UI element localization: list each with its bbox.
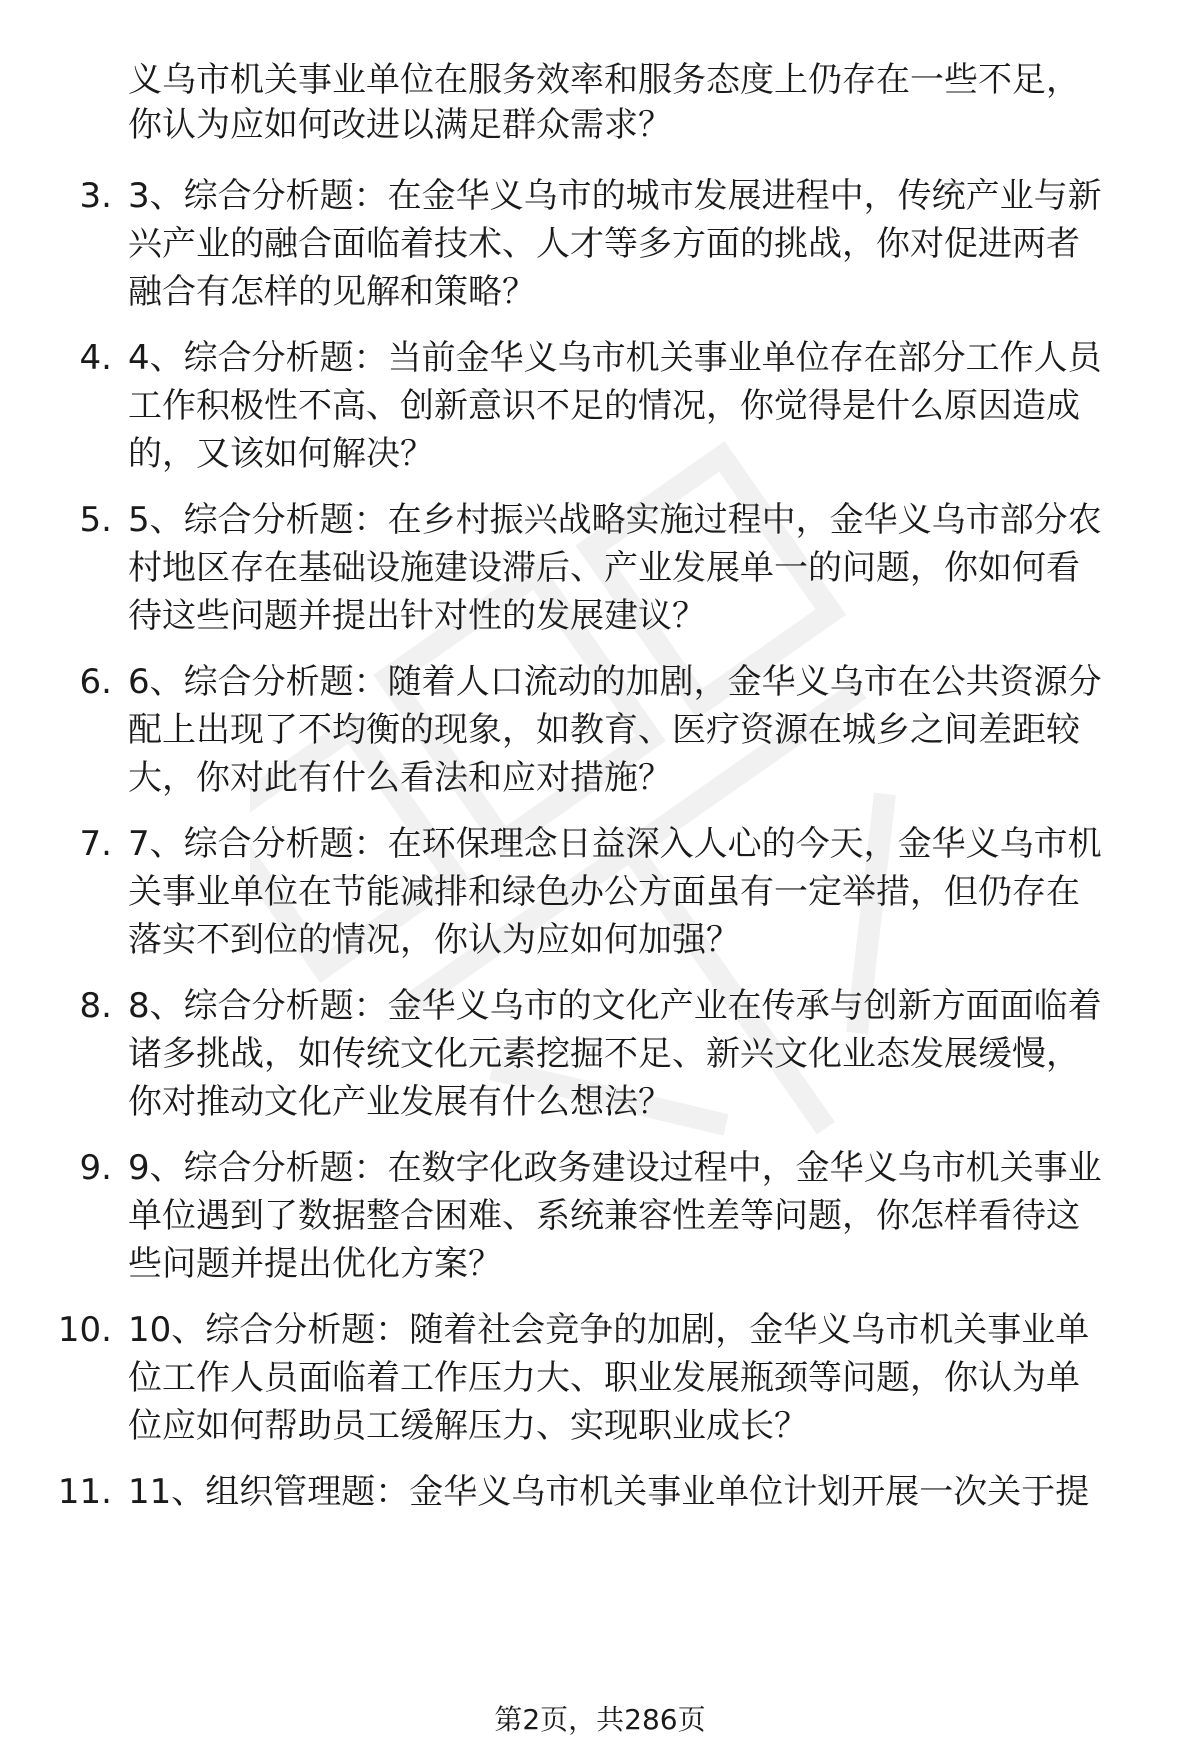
item-line: 8、综合分析题：金华义乌市的文化产业在传承与创新方面面临着 xyxy=(128,986,1102,1026)
item-number: 7. xyxy=(79,824,112,864)
item-line: 兴产业的融合面临着技术、人才等多方面的挑战，你对促进两者 xyxy=(128,224,1080,264)
item-text xyxy=(128,1144,1158,1288)
item-line: 融合有怎样的见解和策略？ xyxy=(128,272,536,312)
item-line: 待这些问题并提出针对性的发展建议？ xyxy=(128,596,706,636)
item-number: 10. xyxy=(57,1310,112,1350)
item-line: 单位遇到了数据整合困难、系统兼容性差等问题，你怎样看待这 xyxy=(128,1196,1080,1236)
item-text xyxy=(128,1306,1158,1450)
item-line: 你对推动文化产业发展有什么想法？ xyxy=(128,1082,672,1122)
item-text xyxy=(128,172,1158,316)
item-text xyxy=(128,1468,1158,1516)
item-line: 配上出现了不均衡的现象，如教育、医疗资源在城乡之间差距较 xyxy=(128,710,1080,750)
item-text xyxy=(128,496,1158,640)
continuation-line: 你认为应如何改进以满足群众需求？ xyxy=(128,105,672,145)
item-line: 位工作人员面临着工作压力大、职业发展瓶颈等问题，你认为单 xyxy=(128,1358,1080,1398)
item-line: 5、综合分析题：在乡村振兴战略实施过程中，金华义乌市部分农 xyxy=(128,500,1102,540)
item-text xyxy=(128,658,1158,802)
item-line: 些问题并提出优化方案？ xyxy=(128,1244,502,1284)
item-number: 11. xyxy=(57,1472,112,1512)
item-number: 9. xyxy=(79,1148,112,1188)
item-text xyxy=(128,334,1158,478)
item-number: 6. xyxy=(79,662,112,702)
item-line: 10、综合分析题：随着社会竞争的加剧，金华义乌市机关事业单 xyxy=(128,1310,1090,1350)
item-line: 大，你对此有什么看法和应对措施？ xyxy=(128,758,672,798)
item-line: 9、综合分析题：在数字化政务建设过程中，金华义乌市机关事业 xyxy=(128,1148,1102,1188)
item-line: 工作积极性不高、创新意识不足的情况，你觉得是什么原因造成 xyxy=(128,386,1080,426)
item-line: 位应如何帮助员工缓解压力、实现职业成长？ xyxy=(128,1406,808,1446)
item-number: 8. xyxy=(79,986,112,1026)
item-line: 的，又该如何解决？ xyxy=(128,434,434,474)
item-text xyxy=(128,982,1158,1126)
item-number: 5. xyxy=(79,500,112,540)
item-line: 11、组织管理题：金华义乌市机关事业单位计划开展一次关于提 xyxy=(128,1472,1090,1512)
item-line: 4、综合分析题：当前金华义乌市机关事业单位存在部分工作人员 xyxy=(128,338,1102,378)
page-footer: 第2页，共286页 xyxy=(494,1703,706,1736)
continuation-line: 义乌市机关事业单位在服务效率和服务态度上仍存在一些不足， xyxy=(128,60,1080,100)
item-number: 4. xyxy=(79,338,112,378)
item-line: 关事业单位在节能减排和绿色办公方面虽有一定举措，但仍存在 xyxy=(128,872,1080,912)
item-line: 落实不到位的情况，你认为应如何加强？ xyxy=(128,920,740,960)
item-text xyxy=(128,820,1158,964)
item-line: 村地区存在基础设施建设滞后、产业发展单一的问题，你如何看 xyxy=(128,548,1080,588)
item-line: 3、综合分析题：在金华义乌市的城市发展进程中，传统产业与新 xyxy=(128,176,1102,216)
item-line: 6、综合分析题：随着人口流动的加剧，金华义乌市在公共资源分 xyxy=(128,662,1102,702)
item-number: 3. xyxy=(79,176,112,216)
item-line: 7、综合分析题：在环保理念日益深入人心的今天，金华义乌市机 xyxy=(128,824,1102,864)
item-line: 诸多挑战，如传统文化元素挖掘不足、新兴文化业态发展缓慢， xyxy=(128,1034,1080,1074)
